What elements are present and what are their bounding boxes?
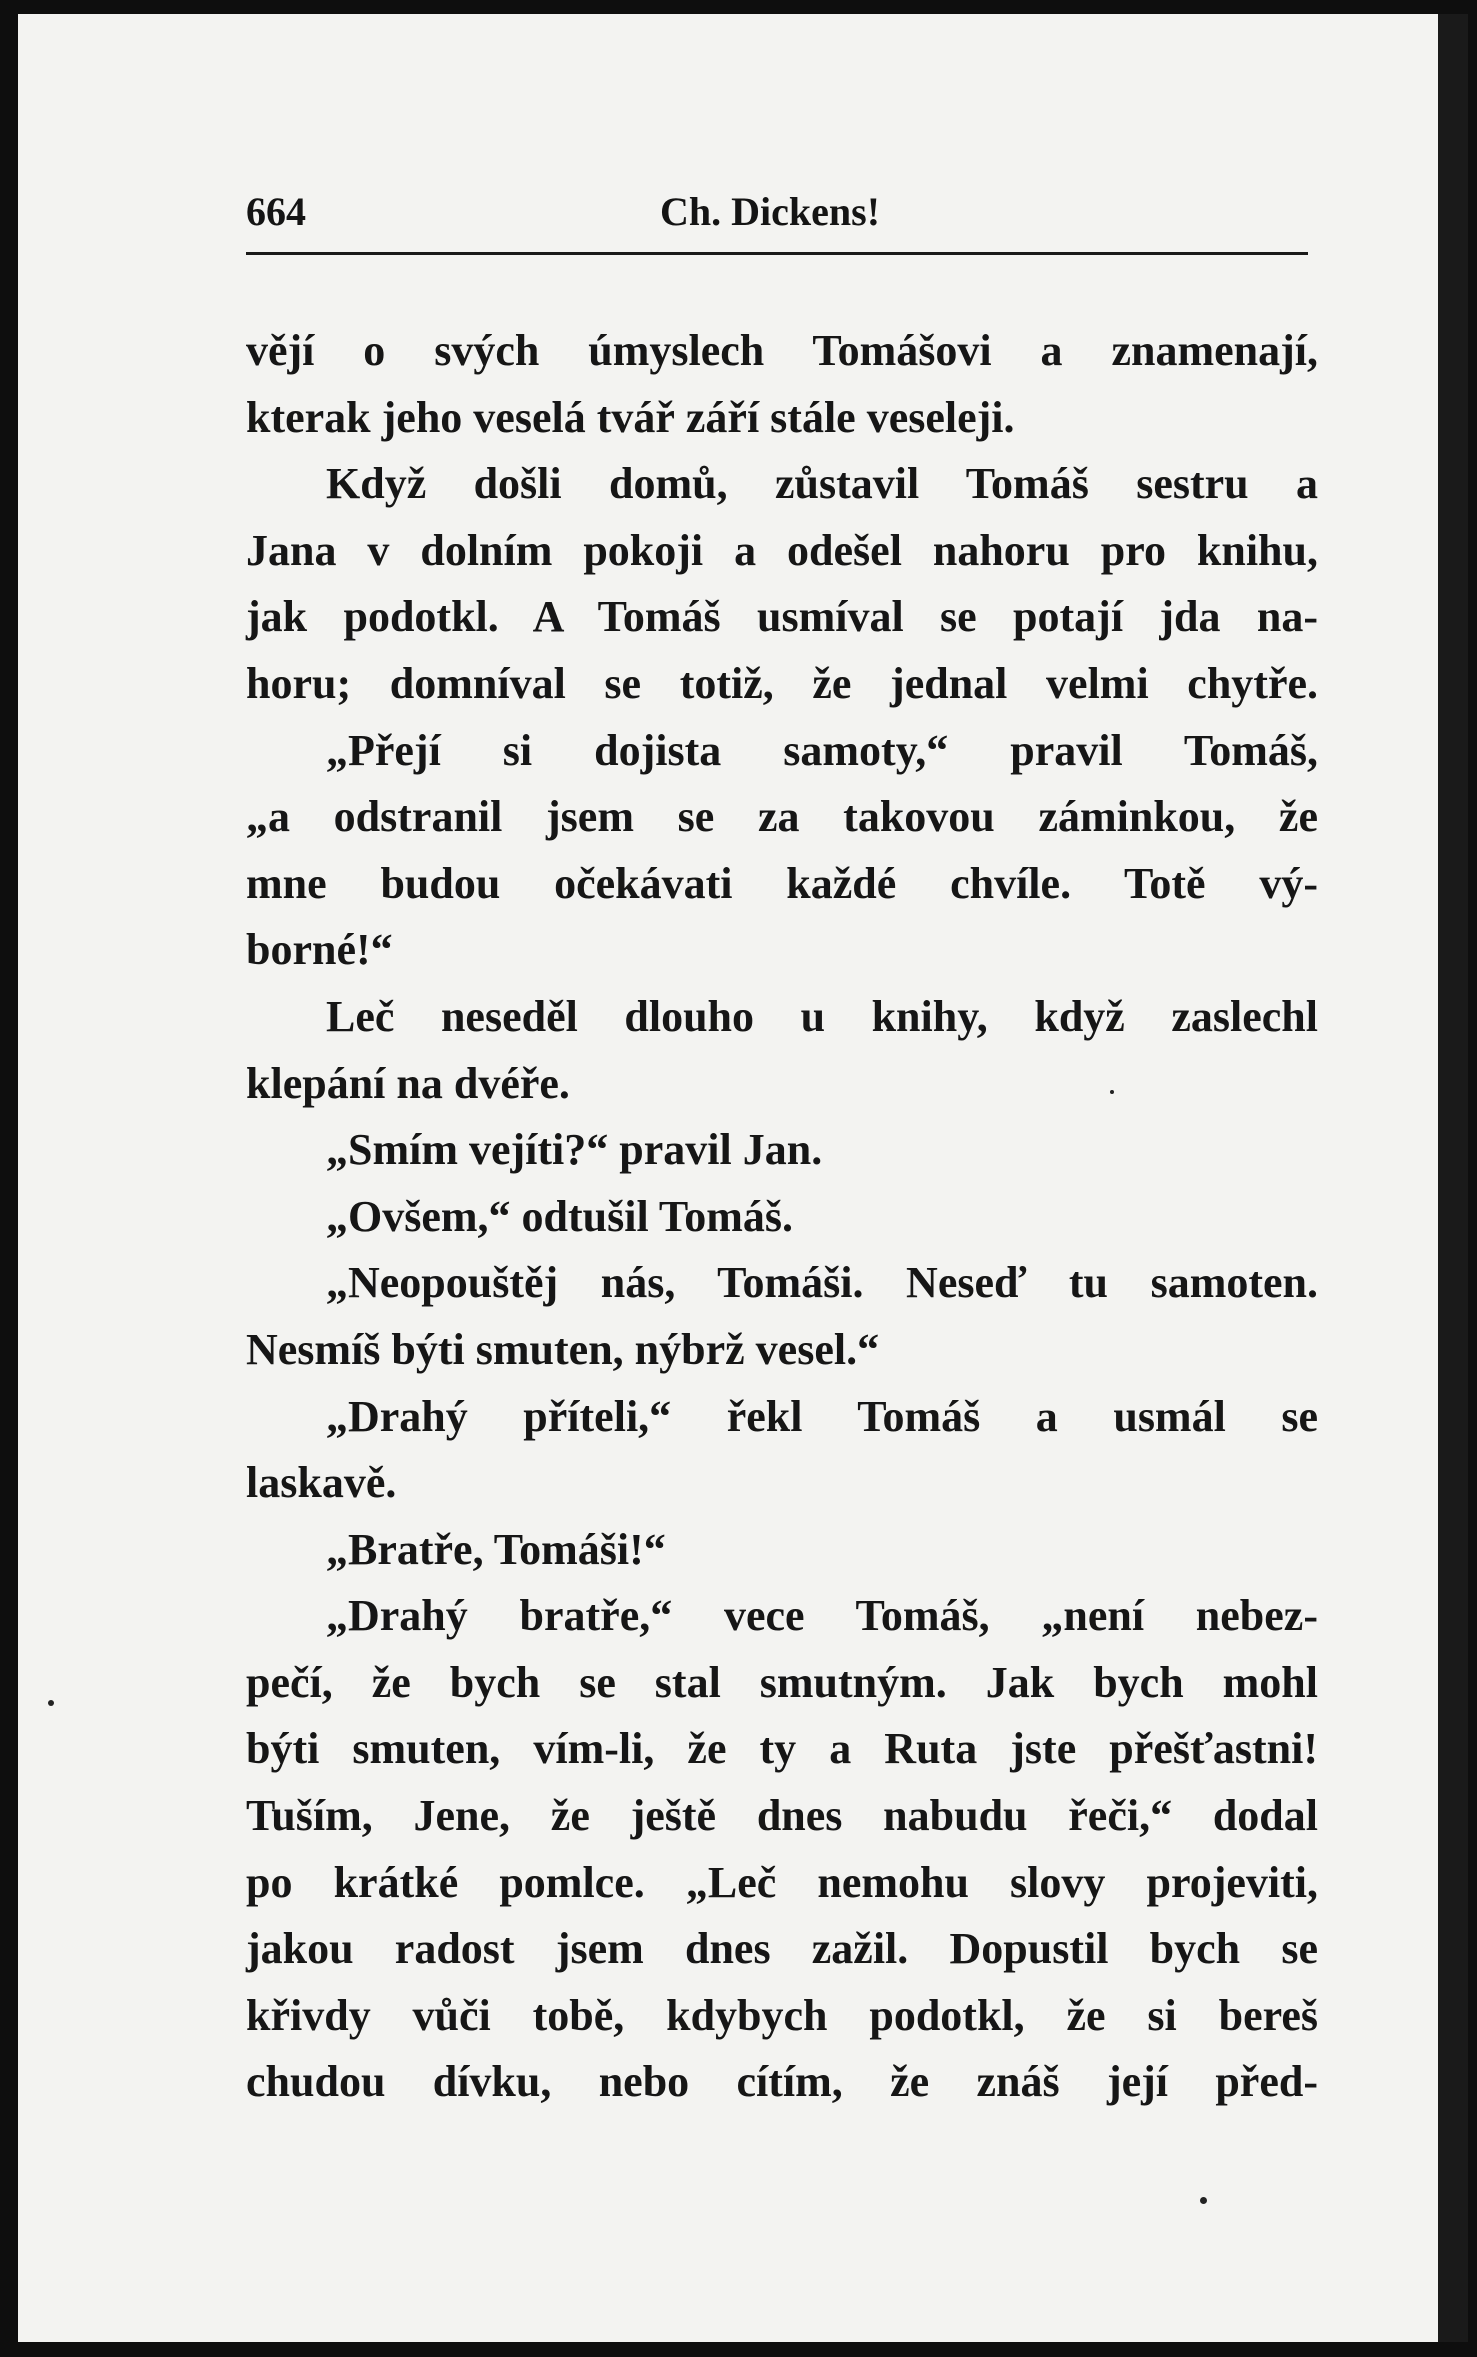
text-line: horu; domníval se totiž, že jednal velmi chytře. <box>246 658 1318 708</box>
running-title: Ch. Dickens! <box>660 189 881 234</box>
body-text <box>246 318 1318 2116</box>
running-head <box>246 188 1308 240</box>
text-line: „Drahý příteli,“ řekl Tomáš a usmál se <box>326 1391 1318 1441</box>
text-line: „Smím vejíti?“ pravil Jan. <box>326 1125 823 1175</box>
text-line: pečí, že bych se stal smutným. Jak bych mohl <box>246 1657 1318 1707</box>
text-line: laskavě. <box>246 1458 397 1508</box>
text-line: „Drahý bratře,“ vece Tomáš, „není nebez- <box>326 1591 1318 1641</box>
scan-speck <box>1110 1090 1114 1094</box>
text-line: býti smuten, vím-li, že ty a Ruta jste přešťastni! <box>246 1724 1318 1774</box>
text-line: kterak jeho veselá tvář září stále veseleji. <box>246 392 1015 442</box>
text-line: chudou dívku, nebo cítím, že znáš její před- <box>246 2057 1318 2107</box>
text-line: Když došli domů, zůstavil Tomáš sestru a <box>326 459 1318 509</box>
text-line: „Ovšem,“ odtušil Tomáš. <box>326 1191 793 1241</box>
text-line: klepání na dvéře. <box>246 1058 570 1108</box>
page-edge-shadow <box>1438 14 1468 2342</box>
text-line: Leč neseděl dlouho u knihy, když zaslechl <box>326 991 1318 1041</box>
text-line: „Bratře, Tomáši!“ <box>326 1524 666 1574</box>
text-line: mne budou očekávati každé chvíle. Totě vý- <box>246 858 1318 908</box>
text-line: jak podotkl. A Tomáš usmíval se potají jda na- <box>246 592 1318 642</box>
scan-speck <box>1200 2197 1207 2204</box>
scan-speck <box>48 1700 54 1706</box>
text-line: po krátké pomlce. „Leč nemohu slovy projeviti, <box>246 1857 1318 1907</box>
text-line: Jana v dolním pokoji a odešel nahoru pro knihu, <box>246 525 1318 575</box>
text-line: „Přejí si dojista samoty,“ pravil Tomáš, <box>326 725 1318 775</box>
page-number: 664 <box>246 189 306 234</box>
text-line: Tuším, Jene, že ještě dnes nabudu řeči,“ dodal <box>246 1791 1318 1841</box>
text-line: křivdy vůči tobě, kdybych podotkl, že si bereš <box>246 1990 1318 2040</box>
text-line: Nesmíš býti smuten, nýbrž vesel.“ <box>246 1324 880 1374</box>
text-line: „Neopouštěj nás, Tomáši. Neseď tu samoten. <box>326 1258 1318 1308</box>
text-line: „a odstranil jsem se za takovou záminkou, že <box>246 792 1318 842</box>
text-line: borné!“ <box>246 925 393 975</box>
header-rule <box>246 252 1308 255</box>
text-line: vějí o svých úmyslech Tomášovi a znamenají, <box>246 326 1318 375</box>
text-line: jakou radost jsem dnes zažil. Dopustil bych se <box>246 1924 1318 1974</box>
